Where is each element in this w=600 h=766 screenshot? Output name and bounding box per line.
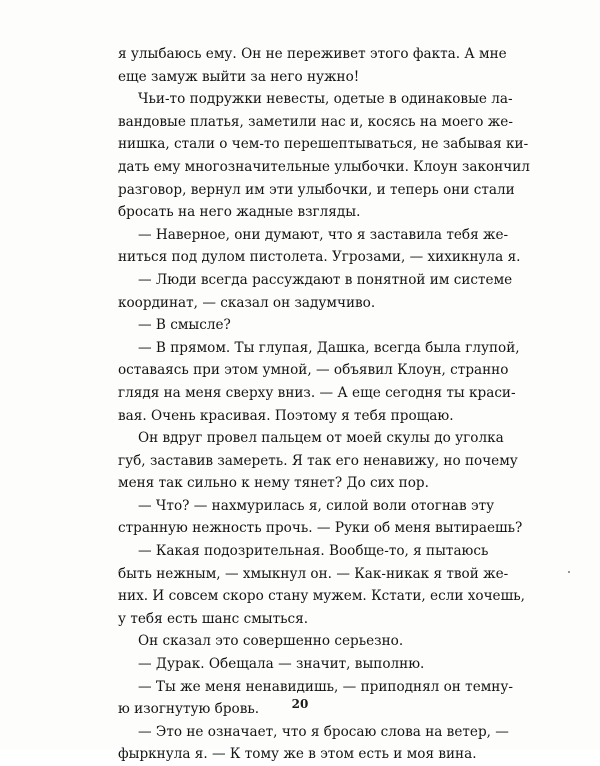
text-line: губ, заставив замереть. Я так его ненавижу, но почему — [118, 452, 518, 469]
text-line: них. И совсем скоро стану мужем. Кстати, если хочешь, — [118, 588, 525, 605]
text-line: дать ему многозначительные улыбочки. Клоун закончил — [118, 158, 530, 175]
text-line: Он вдруг провел пальцем от моей скулы до уголка — [138, 430, 504, 447]
text-line: вая. Очень красивая. Поэтому я тебя прощаю. — [118, 407, 454, 424]
text-line: ниться под дулом пистолета. Угрозами, — хихикнула я. — [118, 249, 521, 266]
text-line: Он сказал это совершенно серьезно. — [138, 633, 404, 650]
text-line: глядя на меня сверху вниз. — А еще сегодня ты краси- — [118, 384, 516, 401]
text-line: я улыбаюсь ему. Он не переживет этого факта. А мне — [118, 46, 507, 62]
text-line: — Какая подозрительная. Вообще-то, я пытаюсь — [138, 543, 489, 560]
text-line: нишка, стали о чем-то перешептываться, не забывая ки- — [118, 136, 529, 153]
text-line: ю изогнутую бровь. — [118, 701, 260, 718]
text-line: Чьи-то подружки невесты, одетые в одинаковые ла- — [138, 91, 513, 108]
text-line: — В прямом. Ты глупая, Дашка, всегда была глупой, — [138, 339, 520, 356]
text-line: — Что? — нахмурилась я, силой воли отогнав эту — [138, 497, 495, 514]
text-line: быть нежным, — хмыкнул он. — Как-никак я твой же- — [118, 565, 509, 582]
text-line: — Ты же меня ненавидишь, — приподнял он темну- — [138, 678, 513, 695]
text-line: — Дурак. Обещала — значит, выполню. — [138, 656, 425, 673]
text-line: разговор, вернул им эти улыбочки, и теперь они стали — [118, 181, 515, 198]
text-line: — В смысле? — [138, 317, 231, 334]
page-number: 20 — [291, 697, 309, 711]
text-line: фыркнула я. — К тому же в этом есть и моя вина. — [118, 746, 477, 763]
text-line: меня так сильно к нему тянет? До сих пор. — [118, 475, 429, 492]
text-line: — Это не означает, что я бросаю слова на ветер, — — [138, 723, 509, 740]
text-line: у тебя есть шанс смыться. — [118, 610, 309, 627]
text-line: — Наверное, они думают, что я заставила тебя же- — [138, 226, 509, 243]
text-line: координат, — сказал он задумчиво. — [118, 294, 376, 311]
text-line: — Люди всегда рассуждают в понятной им системе — [138, 271, 513, 288]
text-line: оставаясь при этом умной, — объявил Клоун, странно — [118, 362, 509, 379]
print-speck — [568, 571, 570, 573]
body-text — [118, 43, 530, 766]
text-line: еще замуж выйти за него нужно! — [118, 68, 360, 85]
text-line: вандовые платья, заметили нас и, косясь на моего же- — [118, 113, 513, 130]
text-line: бросать на него жадные взгляды. — [118, 204, 361, 221]
text-line: странную нежность прочь. — Руки об меня вытираешь? — [118, 520, 523, 537]
